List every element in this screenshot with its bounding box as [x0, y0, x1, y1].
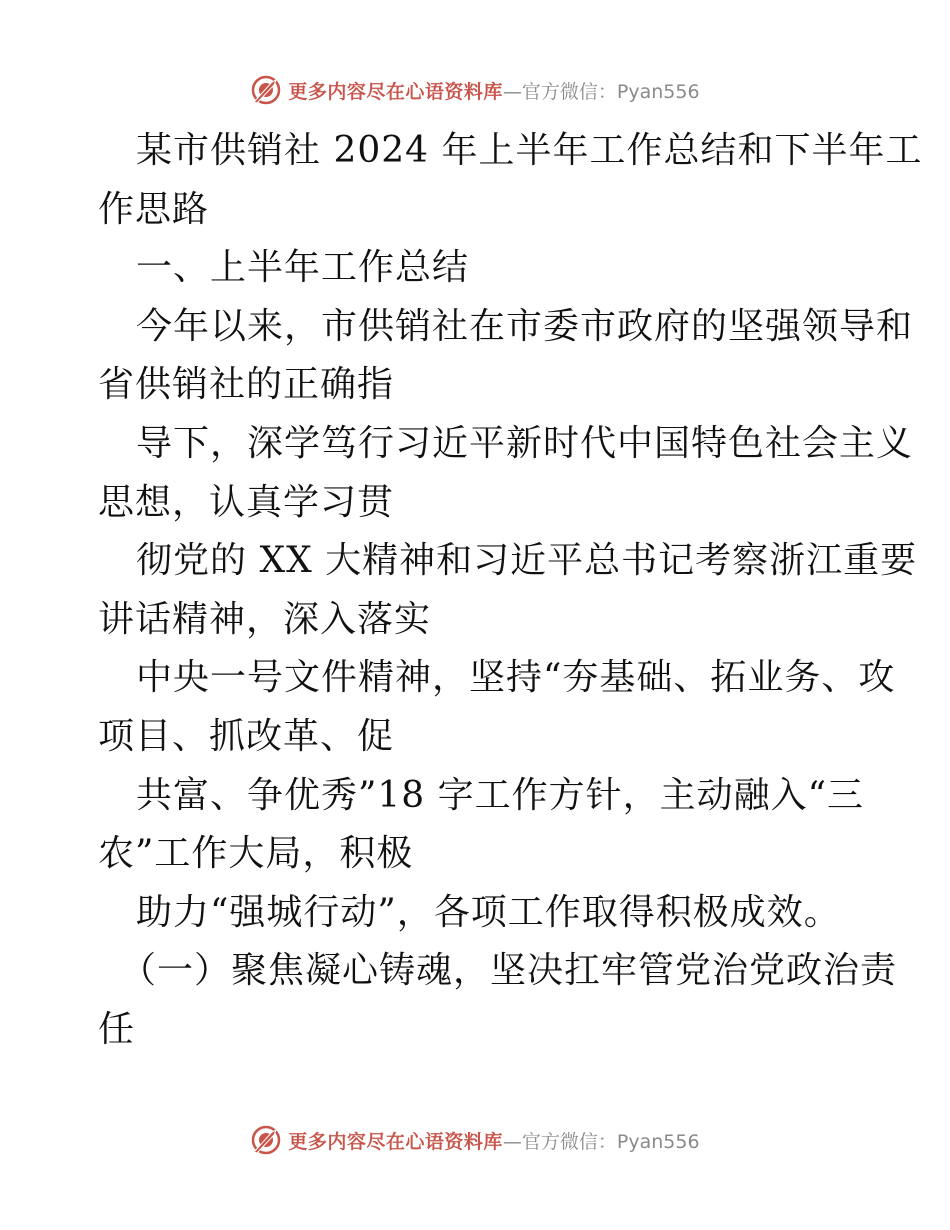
paragraph-line: 导下，深学笃行习近平新时代中国特色社会主义 [136, 422, 914, 464]
section-heading: 一、上半年工作总结 [136, 247, 470, 289]
banner-wechat-text: —官方微信：Pyan556 [502, 80, 700, 103]
paragraph-line: 项目、抓改革、促 [98, 715, 395, 757]
subheading-line-1: （一）聚焦凝心铸魂，坚决扛牢管党治党政治责 [120, 950, 898, 992]
quill-seal-icon [250, 1124, 282, 1156]
document-title-line-2: 作思路 [98, 188, 210, 230]
banner-wechat-text: —官方微信：Pyan556 [502, 1130, 700, 1153]
paragraph-line: 讲话精神，深入落实 [98, 598, 432, 640]
paragraph-line: 农”工作大局，积极 [98, 833, 414, 875]
paragraph-line: 共富、争优秀”18 字工作方针，主动融入“三 [136, 774, 865, 816]
footer-banner [0, 1122, 950, 1158]
paragraph-line: 中央一号文件精神，坚持“夯基础、拓业务、攻 [136, 657, 896, 699]
paragraph-line: 省供销社的正确指 [98, 364, 395, 406]
paragraph-line: 今年以来，市供销社在市委市政府的坚强领导和 [136, 305, 914, 347]
paragraph-line: 彻党的 XX 大精神和习近平总书记考察浙江重要 [136, 540, 918, 582]
quill-seal-icon [250, 74, 282, 106]
document-body [98, 122, 923, 1060]
paragraph-line: 思想，认真学习贯 [98, 481, 395, 523]
document-title-line-1: 某市供销社 2024 年上半年工作总结和下半年工 [136, 130, 923, 171]
subheading-line-2: 任 [98, 1008, 136, 1050]
banner-brand-text: 更多内容尽在心语资料库 [288, 1130, 503, 1153]
banner-brand-text: 更多内容尽在心语资料库 [288, 80, 503, 103]
paragraph-line: 助力“强城行动”，各项工作取得积极成效。 [136, 891, 841, 933]
header-banner [0, 72, 950, 108]
